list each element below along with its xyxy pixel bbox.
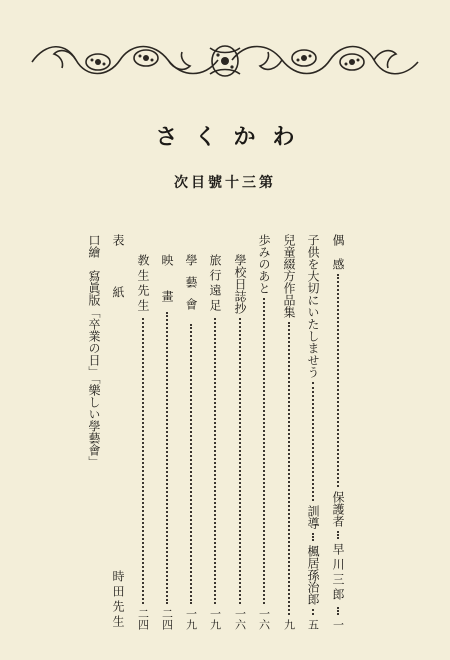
toc-author-role: 保護者 [331,491,345,527]
toc-title: 學藝會 [184,254,198,320]
toc-entry-11[interactable] [88,234,100,630]
toc-title: 教生先生 [136,254,150,314]
dot-leader [337,274,339,487]
dot-leader [337,607,339,615]
toc-title: 映 畫 [160,254,174,308]
dot-leader [337,531,339,539]
toc-title: 偶 感 [331,234,345,270]
toc-entry-7[interactable] [185,254,197,630]
toc-page: 九 [282,619,296,630]
toc-entry-3[interactable] [283,234,295,630]
toc-title: 旅行遠足 [208,254,222,314]
toc-entry-6[interactable] [209,254,221,630]
toc-page: 二四 [136,608,150,630]
toc-entry-5[interactable] [234,254,246,630]
toc-author-name: 早川三郎 [331,543,345,603]
toc-page: 二四 [160,608,174,630]
toc-author-role: 訓導 [306,505,320,529]
toc-page: 一六 [233,608,247,630]
toc-entry-8[interactable] [161,254,173,630]
toc-title: 表 紙 [111,234,125,312]
toc-title: 子供を大切にいたしませう [306,234,320,378]
toc-author-name: 楓居孫治郎 [306,545,320,605]
ornament-band [28,38,422,84]
issue-heading: 第三十號目次 [174,175,276,191]
toc-page: 一九 [184,608,198,630]
toc-title: 口繪 寫眞版「卒業の日」「樂しい學藝會」 [87,234,101,468]
toc-title: 歩みのあと [257,234,271,294]
dot-leader [142,318,144,604]
dot-leader [312,609,314,615]
toc-title: 學校日誌抄 [233,254,247,314]
toc-entry-1[interactable] [332,234,344,630]
toc-entry-10[interactable] [112,234,124,630]
dot-leader [214,318,216,604]
magazine-title: さくかわ [155,124,312,150]
toc-entry-2[interactable] [307,234,319,630]
dot-leader [312,533,314,541]
dot-leader [166,312,168,604]
toc-title: 兒童綴方作品集 [282,234,296,318]
dot-leader [239,318,241,604]
toc-page: 一六 [257,608,271,630]
toc-entry-9[interactable] [137,254,149,630]
dot-leader [190,324,192,604]
dot-leader [312,382,314,501]
toc-author-name: 時田先生 [111,570,125,630]
toc-page: 五 [306,619,320,630]
toc-page: 一九 [208,608,222,630]
dot-leader [263,298,265,604]
dot-leader [288,322,290,615]
toc-page: 一 [331,619,345,630]
toc-entry-4[interactable] [258,234,270,630]
